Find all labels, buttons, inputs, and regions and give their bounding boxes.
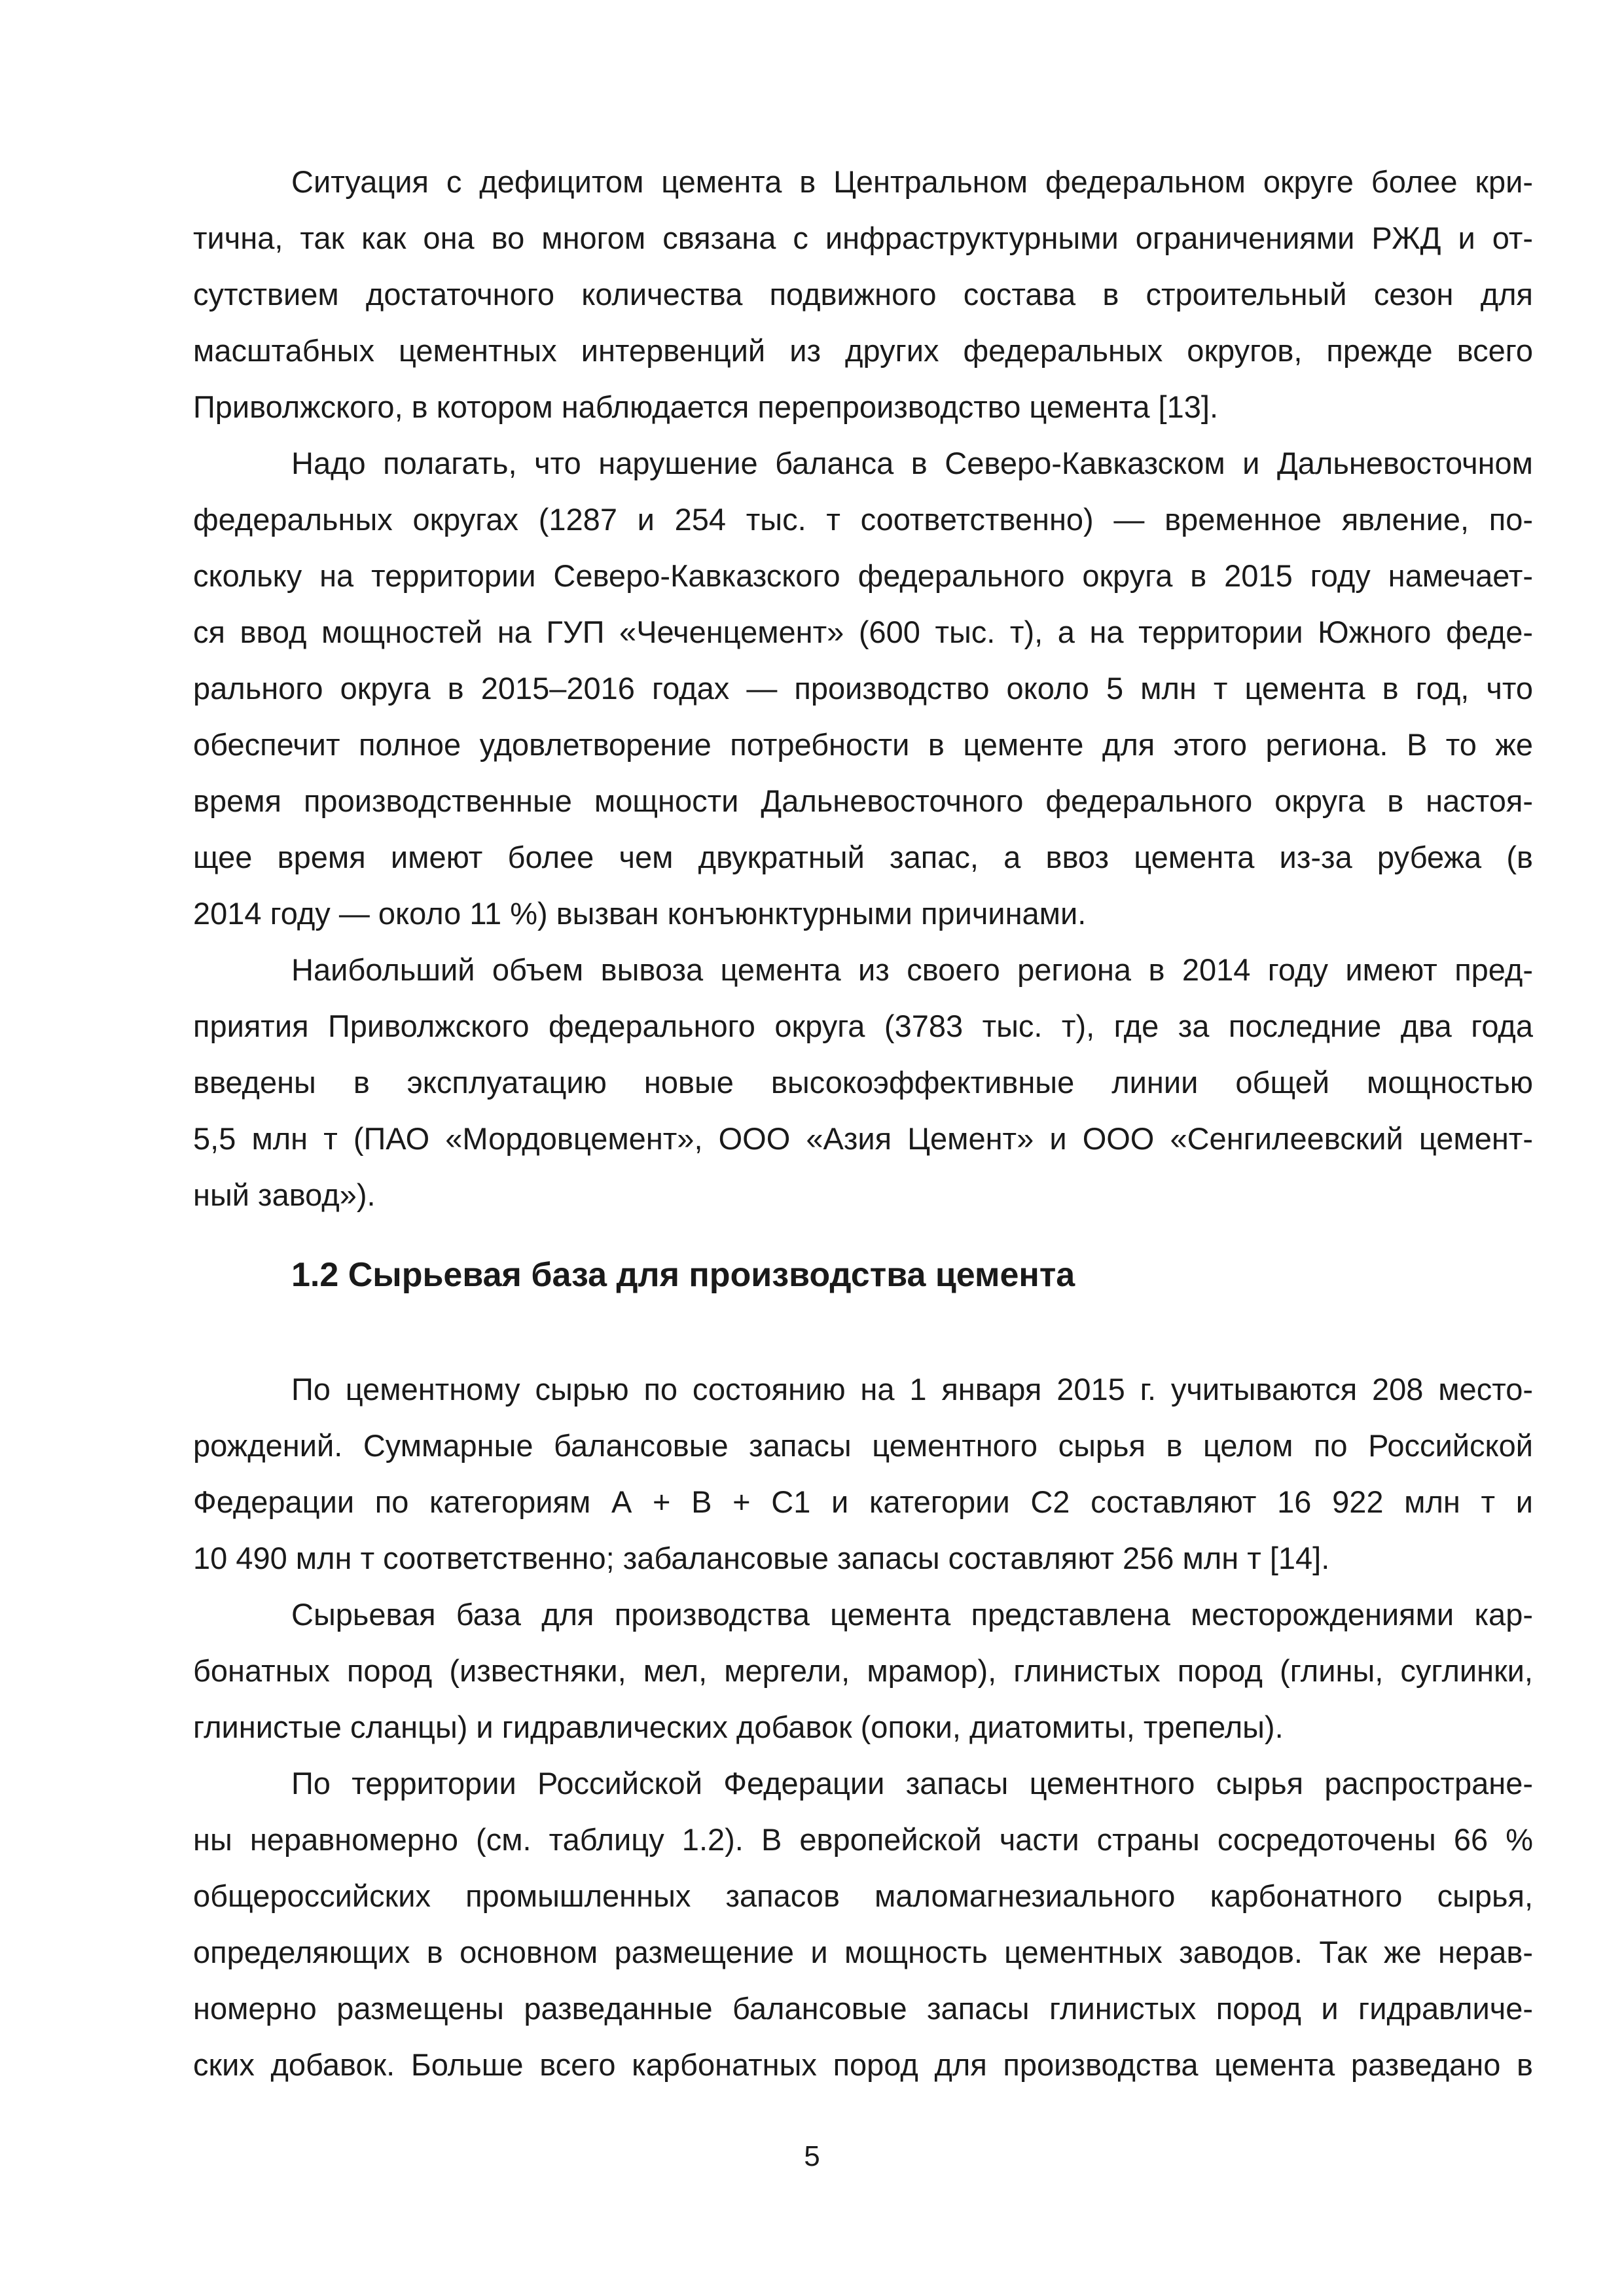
text-line: бонатных пород (известняки, мел, мергели, мрамор), глинистых пород (глины, суглинки, [193,1653,1533,1688]
text-line: Надо полагать, что нарушение баланса в Северо-Кавказском и Дальневосточном [291,446,1533,480]
text-line: общероссийских промышленных запасов маломагнезиального карбонатного сырья, [193,1878,1533,1913]
text-line: ны неравномерно (см. таблицу 1.2). В европейской части страны сосредоточены 66 % [193,1822,1533,1857]
text-line: Федерации по категориям А + В + С1 и категории С2 составляют 16 922 млн т и [193,1484,1533,1519]
text-line: Сырьевая база для производства цемента представлена месторождениями кар- [291,1597,1533,1632]
text-line: рождений. Суммарные балансовые запасы цементного сырья в целом по Российской [193,1428,1533,1463]
text-line: рального округа в 2015–2016 годах — производство около 5 млн т цемента в год, что [193,671,1533,706]
text-line: По территории Российской Федерации запасы цементного сырья распростране- [291,1766,1533,1801]
text-line: время производственные мощности Дальневосточного федерального округа в настоя- [193,783,1533,818]
text-line: 2014 году — около 11 %) вызван конъюнктурными причинами. [193,896,1087,931]
text-line: щее время имеют более чем двукратный запас, а ввоз цемента из-за рубежа (в [193,840,1533,874]
body-text-bottom [193,1361,1533,2093]
text-line: 5,5 млн т (ПАО «Мордовцемент», ООО «Азия Цемент» и ООО «Сенгилеевский цемент- [193,1121,1533,1156]
text-line: По цементному сырью по состоянию на 1 января 2015 г. учитываются 208 место- [291,1372,1533,1407]
body-text-top [193,154,1533,1223]
text-line: введены в эксплуатацию новые высокоэффективные линии общей мощностью [193,1065,1533,1100]
text-line: масштабных цементных интервенций из других федеральных округов, прежде всего [193,333,1533,368]
text-line: скольку на территории Северо-Кавказского федерального округа в 2015 году намечает- [193,558,1533,593]
page-number: 5 [804,2140,820,2172]
text-line: тична, так как она во многом связана с инфраструктурными ограничениями РЖД и от- [193,221,1533,255]
text-line: ских добавок. Больше всего карбонатных пород для производства цемента разведано в [193,2047,1533,2082]
text-line: определяющих в основном размещение и мощность цементных заводов. Так же нерав- [193,1935,1533,1969]
text-line: приятия Приволжского федерального округа (3783 тыс. т), где за последние два года [193,1009,1533,1043]
text-line: Наибольший объем вывоза цемента из своего региона в 2014 году имеют пред- [291,952,1533,987]
text-line: 10 490 млн т соответственно; забалансовые запасы составляют 256 млн т [14]. [193,1541,1330,1575]
text-line: обеспечит полное удовлетворение потребности в цементе для этого региона. В то же [193,727,1533,762]
section-heading: 1.2 Сырьевая база для производства цемента [291,1256,1075,1294]
text-line: номерно размещены разведанные балансовые запасы глинистых пород и гидравличе- [193,1991,1533,2026]
text-line: глинистые сланцы) и гидравлических добавок (опоки, диатомиты, трепелы). [193,1710,1284,1744]
text-line: ся ввод мощностей на ГУП «Чеченцемент» (600 тыс. т), а на территории Южного феде- [193,615,1533,649]
text-line: ный завод»). [193,1177,376,1212]
text-line: Приволжского, в котором наблюдается перепроизводство цемента [13]. [193,389,1219,424]
text-line: сутствием достаточного количества подвижного состава в строительный сезон для [193,277,1533,312]
text-line: Ситуация с дефицитом цемента в Центральном федеральном округе более кри- [291,164,1533,199]
text-line: федеральных округах (1287 и 254 тыс. т соответственно) — временное явление, по- [193,502,1533,537]
